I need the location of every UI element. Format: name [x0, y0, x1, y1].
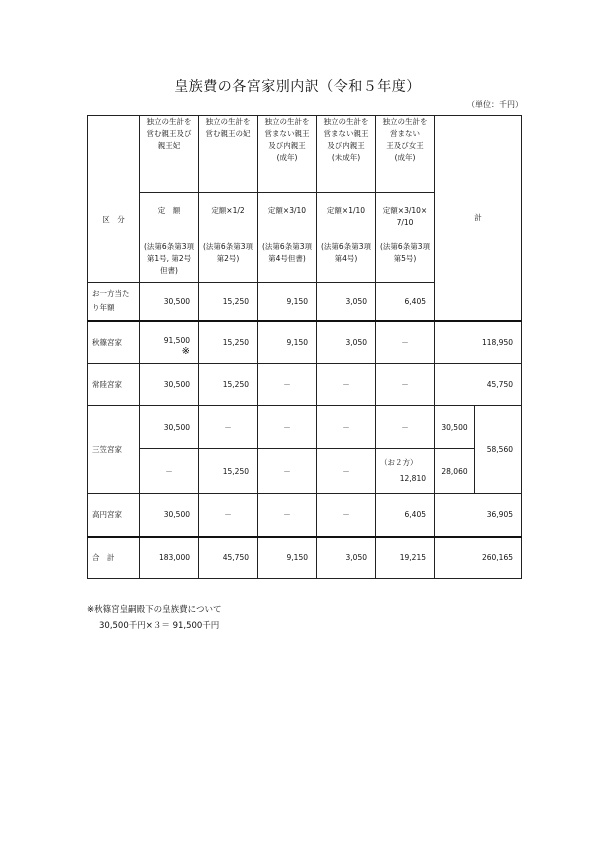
table-cell: －	[376, 364, 435, 406]
table-row	[88, 449, 522, 494]
table-cell: －	[199, 494, 258, 537]
table-cell: 30,500	[140, 364, 199, 406]
table-cell: 6,405	[376, 283, 435, 321]
allowance-table	[87, 115, 522, 579]
col4-rate: 定額×1/10 (法第6条第3項 第4号)	[317, 193, 376, 283]
col2-rate: 定額×1/2 (法第6条第3項 第2号)	[199, 193, 258, 283]
table-cell: －	[199, 406, 258, 449]
table-cell: 19,215	[376, 537, 435, 579]
table-cell: 9,150	[258, 537, 317, 579]
table-cell: 183,000	[140, 537, 199, 579]
table-cell: 91,500 ※	[140, 321, 199, 364]
table-cell: －	[258, 449, 317, 494]
table-cell: 58,560	[475, 406, 522, 494]
row-label: 秋篠宮家	[88, 321, 140, 364]
table-cell: （お２方） 12,810	[376, 449, 435, 494]
note-mark: ※	[181, 345, 190, 357]
table-cell: 15,250	[199, 364, 258, 406]
table-cell: －	[376, 321, 435, 364]
table-cell: 15,250	[199, 321, 258, 364]
per-person-label: お一方当た り年額	[88, 283, 140, 321]
col3-rate: 定額×3/10 (法第6条第3項 第4号但書)	[258, 193, 317, 283]
page-title: 皇族費の各宮家別内訳（令和５年度）	[174, 79, 421, 95]
table-cell: 15,250	[199, 449, 258, 494]
table-cell: －	[317, 449, 376, 494]
row-label: 常陸宮家	[88, 364, 140, 406]
col1-desc: 独立の生計を 営む親王及び 親王妃	[140, 116, 199, 193]
table-cell: 9,150	[258, 283, 317, 321]
table-cell: 6,405	[376, 494, 435, 537]
table-row	[88, 364, 522, 406]
table-cell: 30,500	[435, 406, 475, 449]
table-cell: 30,500	[140, 406, 199, 449]
table-cell: 3,050	[317, 321, 376, 364]
col1-rate: 定 額 (法第6条第3項 第1号, 第2号 但書)	[140, 193, 199, 283]
footnote	[87, 602, 221, 634]
table-cell: 3,050	[317, 537, 376, 579]
row-label: 三笠宮家	[88, 406, 140, 494]
table-cell: －	[376, 406, 435, 449]
table-cell: 260,165	[435, 537, 522, 579]
table-row	[88, 406, 522, 449]
col5-desc: 独立の生計を 営まない 王及び女王 (成年)	[376, 116, 435, 193]
footnote-line: 30,500千円×３＝ 91,500千円	[99, 621, 220, 631]
table-row	[88, 494, 522, 537]
table-cell: 45,750	[199, 537, 258, 579]
total-header: 計	[435, 116, 522, 321]
table-cell: 28,060	[435, 449, 475, 494]
table-cell: －	[258, 364, 317, 406]
table-cell: －	[317, 406, 376, 449]
row-label: 高円宮家	[88, 494, 140, 537]
table-cell: －	[258, 406, 317, 449]
table-cell: 118,950	[435, 321, 522, 364]
table-cell: 45,750	[435, 364, 522, 406]
col3-desc: 独立の生計を 営まない親王 及び内親王 (成年)	[258, 116, 317, 193]
unit-label: （単位：千円）	[467, 100, 523, 109]
col2-desc: 独立の生計を 営む親王の妃	[199, 116, 258, 193]
footnote-line: ※秋篠宮皇嗣殿下の皇族費について	[87, 605, 222, 615]
table-cell: －	[317, 494, 376, 537]
table-cell: 30,500	[140, 283, 199, 321]
kubun-header: 区 分	[88, 116, 140, 283]
table-cell: 15,250	[199, 283, 258, 321]
table-cell: －	[140, 449, 199, 494]
row-label: 合 計	[88, 537, 140, 579]
table-row	[88, 321, 522, 364]
table-cell: －	[258, 494, 317, 537]
table-cell: 9,150	[258, 321, 317, 364]
table-cell: 36,905	[435, 494, 522, 537]
table-cell: 30,500	[140, 494, 199, 537]
col4-desc: 独立の生計を 営まない親王 及び内親王 (未成年)	[317, 116, 376, 193]
table-cell: 3,050	[317, 283, 376, 321]
col5-rate: 定額×3/10× 7/10 (法第6条第3項 第5号)	[376, 193, 435, 283]
table-cell: －	[317, 364, 376, 406]
total-row	[88, 537, 522, 579]
